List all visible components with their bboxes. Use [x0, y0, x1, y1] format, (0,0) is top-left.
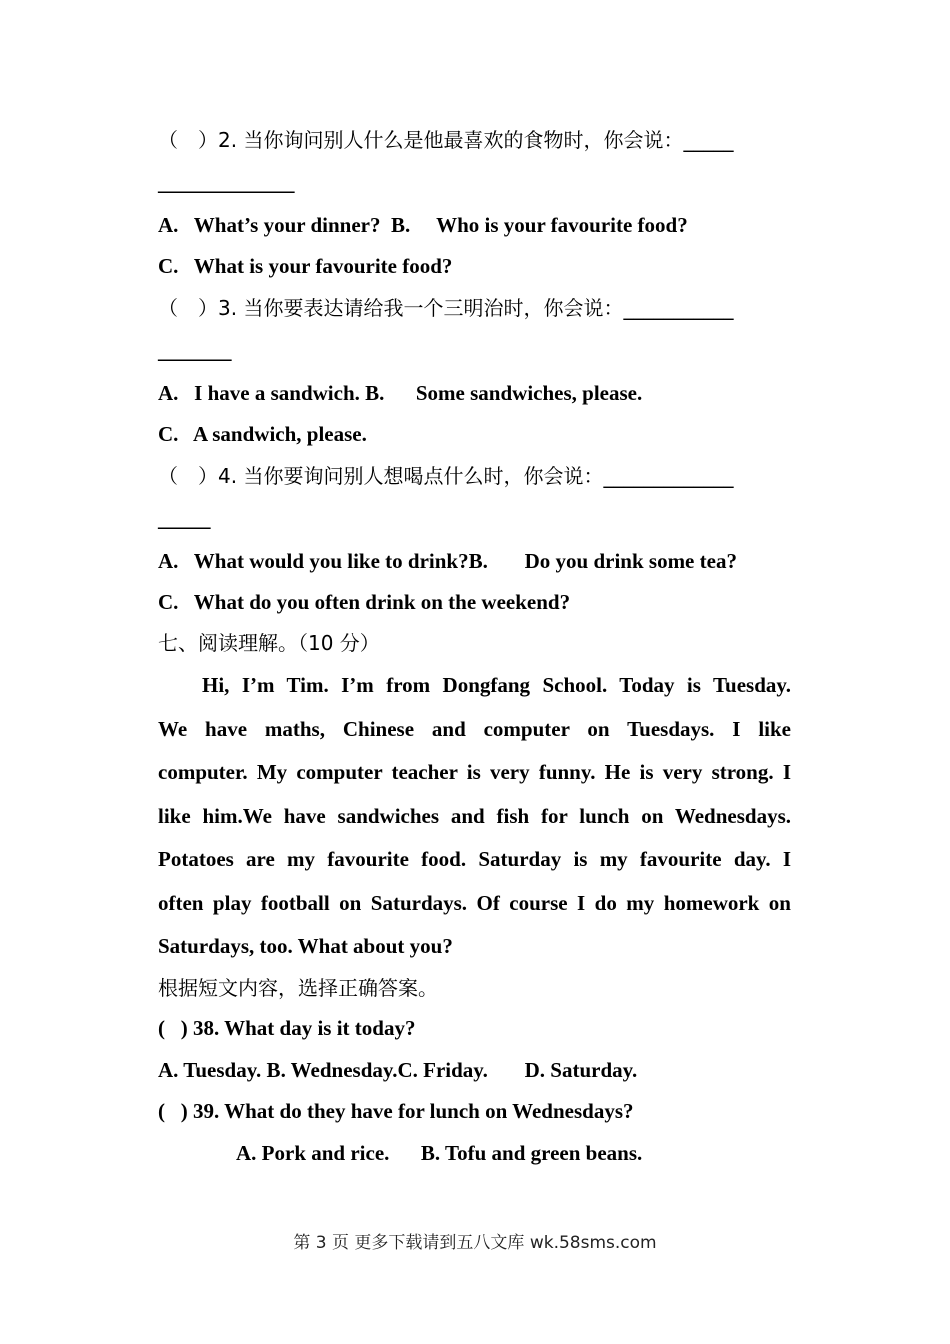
question-39-options: A. Pork and rice. B. Tofu and green beans. [236, 1141, 643, 1165]
passage-line-6: often play football on Saturdays. Of course I do my homework on [158, 891, 791, 915]
question-4-options-ab: A. What would you like to drink?B. Do you drink some tea? [158, 549, 737, 573]
question-3-options-ab: A. I have a sandwich. B. Some sandwiches, please. [158, 381, 643, 405]
passage-line-7: Saturdays, too. What about you? [158, 934, 453, 958]
question-2-stem: （ ）2. 当你询问别人什么是他最喜欢的食物时，你会说：_____ [158, 128, 734, 152]
passage-line-2: We have maths, Chinese and computer on Tuesdays. I like [158, 717, 791, 741]
question-4-blank: _____ [158, 507, 211, 531]
page-footer: 第 3 页 更多下载请到五八文库 wk.58sms.com [293, 1233, 657, 1253]
question-4-option-c: C. What do you often drink on the weekend? [158, 590, 571, 614]
question-38-options: A. Tuesday. B. Wednesday.C. Friday. D. Saturday. [158, 1058, 638, 1082]
question-2-options-ab: A. What’s your dinner? B. Who is your favourite food? [158, 213, 688, 237]
question-3-option-c: C. A sandwich, please. [158, 422, 367, 446]
passage-line-5: Potatoes are my favourite food. Saturday is my favourite day. I [158, 847, 791, 871]
question-2-option-c: C. What is your favourite food? [158, 254, 453, 278]
question-38-stem: ( ) 38. What day is it today? [158, 1016, 416, 1040]
passage-line-3: computer. My computer teacher is very funny. He is very strong. I [158, 760, 791, 784]
passage-line-4: like him.We have sandwiches and fish for lunch on Wednesdays. [158, 804, 791, 828]
question-2-blank: _____________ [158, 171, 295, 195]
reading-instruction: 根据短文内容，选择正确答案。 [158, 976, 438, 1000]
question-4-stem: （ ）4. 当你要询问别人想喝点什么时，你会说：_____________ [158, 464, 734, 488]
question-3-stem: （ ）3. 当你要表达请给我一个三明治时，你会说：___________ [158, 296, 734, 320]
reading-heading: 七、阅读理解。（10 分） [158, 631, 380, 655]
question-39-stem: ( ) 39. What do they have for lunch on Wednesdays? [158, 1099, 634, 1123]
passage-line-1: Hi, I’m Tim. I’m from Dongfang School. Today is Tuesday. [202, 673, 791, 697]
question-3-blank: _______ [158, 339, 232, 363]
